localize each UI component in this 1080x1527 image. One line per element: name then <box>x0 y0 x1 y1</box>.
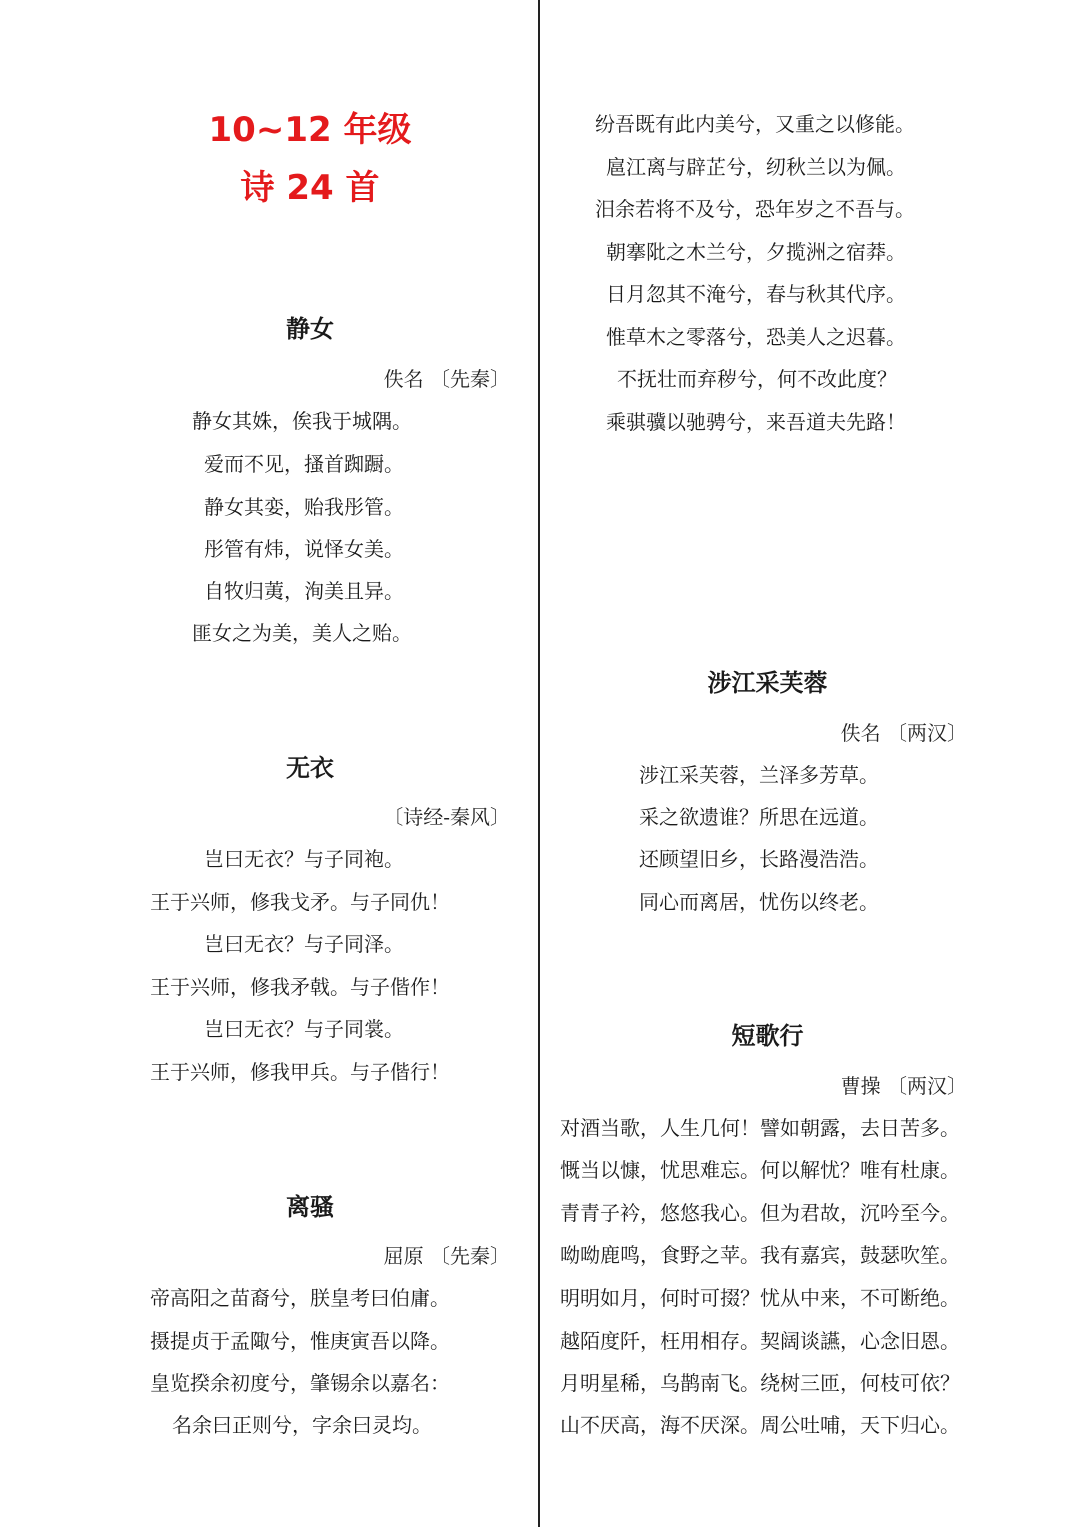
poem-line: 乘骐骥以驰骋兮，来吾道夫先路！ <box>606 410 906 434</box>
poem-line: 还顾望旧乡，长路漫浩浩。 <box>639 847 879 871</box>
poem-title: 短歌行 <box>731 1021 804 1050</box>
poem-line: 岂曰无衣？与子同袍。 <box>204 847 404 871</box>
poem-line: 名余曰正则兮，字余曰灵均。 <box>172 1413 432 1437</box>
poem-line: 爱而不见，搔首踟蹰。 <box>204 452 404 476</box>
poem-line: 自牧归荑，洵美且异。 <box>204 579 404 603</box>
poem-line: 皇览揆余初度兮，肇锡余以嘉名： <box>150 1371 450 1395</box>
poem-line: 王于兴师，修我甲兵。与子偕行！ <box>150 1060 450 1084</box>
poem-line: 越陌度阡，枉用相存。契阔谈讌，心念旧恩。 <box>560 1329 960 1353</box>
poem-line: 月明星稀，乌鹊南飞。绕树三匝，何枝可依？ <box>560 1371 960 1395</box>
poem-line: 同心而离居，忧伤以终老。 <box>639 890 879 914</box>
poem-author: 屈原 〔先秦〕 <box>383 1244 510 1268</box>
poem-line: 静女其姝，俟我于城隅。 <box>192 409 412 433</box>
poem-line: 对酒当歌，人生几何！譬如朝露，去日苦多。 <box>560 1116 960 1140</box>
poem-line: 扈江离与辟芷兮，纫秋兰以为佩。 <box>606 155 906 179</box>
poem-line: 王于兴师，修我矛戟。与子偕作！ <box>150 975 450 999</box>
poem-line: 采之欲遗谁？所思在远道。 <box>639 805 879 829</box>
poem-line: 朝搴阰之木兰兮，夕揽洲之宿莽。 <box>606 240 906 264</box>
poem-line: 摄提贞于孟陬兮，惟庚寅吾以降。 <box>150 1329 450 1353</box>
poem-line: 明明如月，何时可掇？忧从中来，不可断绝。 <box>560 1286 960 1310</box>
poem-line: 匪女之为美，美人之贻。 <box>192 621 412 645</box>
column-divider <box>538 0 540 1527</box>
poem-line: 青青子衿，悠悠我心。但为君故，沉吟至今。 <box>560 1201 960 1225</box>
poem-line: 涉江采芙蓉，兰泽多芳草。 <box>639 763 879 787</box>
poem-line: 呦呦鹿鸣，食野之苹。我有嘉宾，鼓瑟吹笙。 <box>560 1243 960 1267</box>
poem-line: 山不厌高，海不厌深。周公吐哺，天下归心。 <box>560 1413 960 1437</box>
poem-line: 帝高阳之苗裔兮，朕皇考曰伯庸。 <box>150 1286 450 1310</box>
poem-author: 曹操 〔两汉〕 <box>840 1074 967 1098</box>
poem-line: 彤管有炜，说怿女美。 <box>204 537 404 561</box>
poem-line: 王于兴师，修我戈矛。与子同仇！ <box>150 890 450 914</box>
poem-author: 佚名 〔先秦〕 <box>383 367 510 391</box>
poem-line: 岂曰无衣？与子同泽。 <box>204 932 404 956</box>
poem-line: 纷吾既有此内美兮，又重之以修能。 <box>595 112 915 136</box>
poem-line: 岂曰无衣？与子同裳。 <box>204 1017 404 1041</box>
poem-title: 涉江采芙蓉 <box>707 668 828 697</box>
poem-line: 不抚壮而弃秽兮，何不改此度？ <box>617 367 897 391</box>
poem-line: 慨当以慷，忧思难忘。何以解忧？唯有杜康。 <box>560 1158 960 1182</box>
poem-line: 汨余若将不及兮，恐年岁之不吾与。 <box>595 197 915 221</box>
poem-title: 无衣 <box>286 753 334 782</box>
page-heading-count: 诗 24 首 <box>240 168 380 208</box>
poem-line: 日月忽其不淹兮，春与秋其代序。 <box>606 282 906 306</box>
page-heading-grade: 10~12 年级 <box>208 110 412 150</box>
poem-line: 静女其娈，贻我彤管。 <box>204 495 404 519</box>
poem-author: 佚名 〔两汉〕 <box>840 721 967 745</box>
poem-author: 〔诗经-秦风〕 <box>383 805 510 829</box>
poem-title: 离骚 <box>286 1192 334 1221</box>
poem-line: 惟草木之零落兮，恐美人之迟暮。 <box>606 325 906 349</box>
poem-title: 静女 <box>286 314 334 343</box>
